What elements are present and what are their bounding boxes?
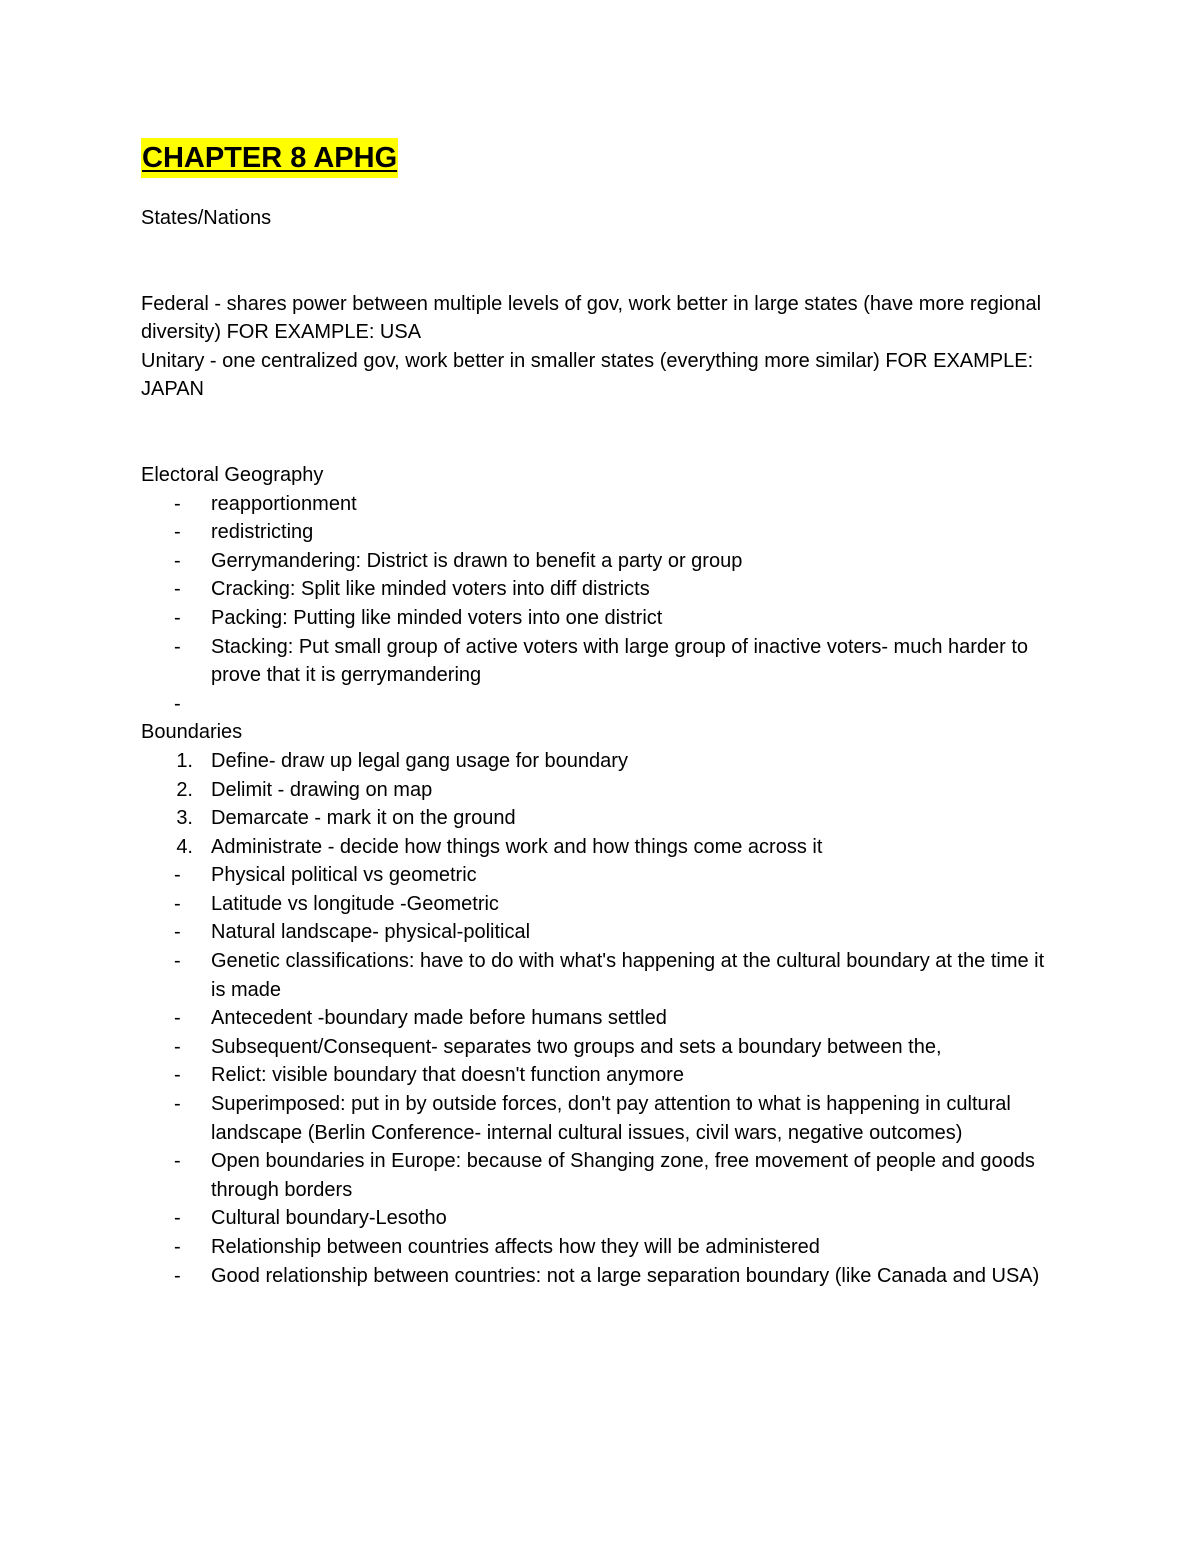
list-item: [141, 604, 1061, 633]
list-item: [141, 490, 1061, 519]
list-item-text: Gerrymandering: District is drawn to benefit a party or group: [211, 549, 743, 572]
list-bullet: -: [174, 692, 181, 715]
list-item: [141, 918, 1061, 947]
list-number: 1.: [176, 749, 193, 772]
list-item-text: Cracking: Split like minded voters into diff districts: [211, 578, 650, 601]
list-item-text: Latitude vs longitude -Geometric: [211, 892, 499, 915]
list-item-text: reapportionment: [211, 492, 357, 515]
list-item-text: Delimit - drawing on map: [211, 778, 433, 801]
boundaries-numbered-list: [141, 747, 1061, 861]
list-bullet: -: [174, 864, 181, 887]
list-item-text: Physical political vs geometric: [211, 864, 477, 887]
list-item-text: Administrate - decide how things work and how things come across it: [211, 835, 823, 858]
list-bullet: -: [174, 1093, 181, 1116]
spacer: [141, 178, 1061, 204]
list-item-text: Relict: visible boundary that doesn't function anymore: [211, 1064, 684, 1087]
list-item: [141, 575, 1061, 604]
list-item: [141, 1204, 1061, 1233]
spacer: [141, 233, 1061, 290]
states-heading: States/Nations: [141, 207, 272, 229]
list-item: [141, 1090, 1061, 1147]
list-item: [141, 776, 1061, 805]
list-bullet: -: [174, 1207, 181, 1230]
list-item-text: redistricting: [211, 521, 314, 544]
unitary-paragraph: Unitary - one centralized gov, work better in smaller states (everything more similar) FOR EXAMPLE: JAPAN: [141, 349, 1034, 401]
list-item: [141, 1147, 1061, 1204]
list-bullet: -: [174, 578, 181, 601]
list-bullet: -: [174, 635, 181, 658]
list-item: [141, 947, 1061, 1004]
list-item-text: Relationship between countries affects how they will be administered: [211, 1236, 820, 1258]
spacer: [141, 690, 1061, 719]
list-bullet: -: [174, 549, 181, 572]
list-item: [141, 890, 1061, 919]
electoral-list: [141, 490, 1061, 715]
list-item-text: Antecedent -boundary made before humans settled: [211, 1007, 667, 1030]
list-item: [141, 518, 1061, 547]
list-item: [141, 1233, 1061, 1262]
list-bullet: -: [174, 1150, 181, 1173]
list-bullet: -: [174, 1035, 181, 1058]
list-bullet: -: [174, 1264, 181, 1287]
list-item-text: Superimposed: put in by outside forces, don't pay attention to what is happening in cultural landscape (Berlin Conference- internal cultural issues, civil wars, negative outcomes): [211, 1093, 1011, 1144]
list-bullet: -: [174, 892, 181, 915]
list-bullet: -: [174, 606, 181, 629]
list-item: [141, 747, 1061, 776]
list-item: [141, 633, 1061, 690]
list-number: 4.: [176, 835, 193, 858]
federal-paragraph: Federal - shares power between multiple levels of gov, work better in large states (have more regional diversity) FOR EXAMPLE: USA: [141, 292, 1042, 344]
spacer: [141, 404, 1061, 461]
list-item-text: Cultural boundary-Lesotho: [211, 1207, 447, 1230]
list-bullet: -: [174, 921, 181, 944]
document-page: [141, 138, 1061, 1290]
list-item-text: Subsequent/Consequent- separates two groups and sets a boundary between the,: [211, 1035, 942, 1058]
list-item-text: Natural landscape- physical-political: [211, 921, 531, 944]
list-number: 2.: [176, 778, 193, 801]
list-item: [141, 547, 1061, 576]
list-item: [141, 1262, 1061, 1291]
electoral-heading: Electoral Geography: [141, 463, 324, 486]
list-item-text: Genetic classifications: have to do with what's happening at the cultural boundary at the time it is made: [211, 950, 1045, 1001]
list-item: [141, 1004, 1061, 1033]
list-item: [141, 833, 1061, 862]
list-item: [141, 1061, 1061, 1090]
list-bullet: -: [174, 1007, 181, 1030]
list-item-text: Open boundaries in Europe: because of Shanging zone, free movement of people and goods through borders: [211, 1150, 1035, 1201]
list-item: [141, 861, 1061, 890]
list-item-text: Good relationship between countries: not a large separation boundary (like Canada and USA): [211, 1264, 1040, 1287]
list-item: [141, 804, 1061, 833]
list-bullet: -: [174, 521, 181, 544]
list-bullet: -: [174, 1064, 181, 1087]
list-bullet: -: [174, 492, 181, 515]
list-item-text: Packing: Putting like minded voters into one district: [211, 606, 663, 629]
boundaries-heading: Boundaries: [141, 721, 243, 744]
list-item: [141, 1033, 1061, 1062]
list-item-text: Demarcate - mark it on the ground: [211, 807, 516, 830]
boundaries-bullet-list: [141, 861, 1061, 1290]
page-title: CHAPTER 8 APHG: [141, 138, 398, 178]
list-item-text: Stacking: Put small group of active voters with large group of inactive voters- much harder to prove that it is gerrymandering: [211, 635, 1029, 687]
list-bullet: -: [174, 1236, 181, 1258]
list-bullet: -: [174, 950, 181, 973]
list-item-text: Define- draw up legal gang usage for boundary: [211, 749, 628, 772]
list-number: 3.: [176, 807, 193, 830]
